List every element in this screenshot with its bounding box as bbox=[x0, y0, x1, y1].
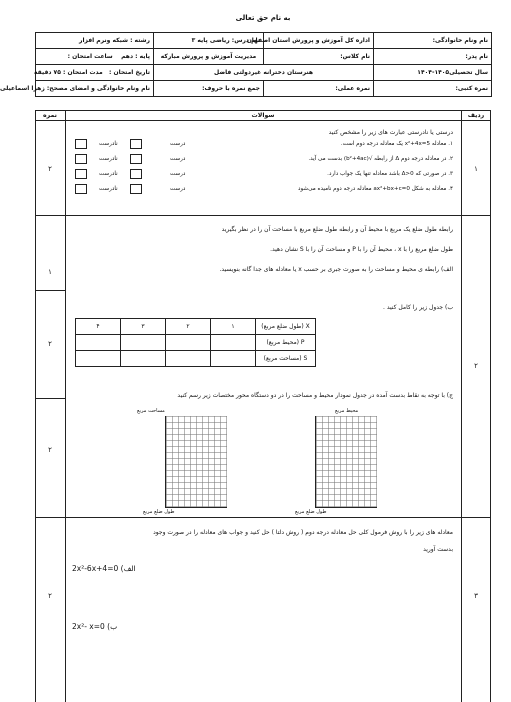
date-duration-field bbox=[36, 65, 154, 81]
table-header-x: X (طول ضلع مربع) bbox=[256, 319, 316, 335]
q2-score-b: ۲ bbox=[48, 340, 52, 348]
row-column-divider bbox=[461, 110, 462, 702]
plot2-y-label: مساحت مربع bbox=[137, 408, 165, 414]
col-header-score: نمره bbox=[43, 112, 57, 119]
score-oral-field[interactable]: نمره عملی: bbox=[264, 81, 374, 97]
q2-score-c: ۲ bbox=[48, 446, 52, 454]
table-row-s-label: S (مساحت مربع) bbox=[256, 351, 316, 367]
plot2-axes[interactable] bbox=[165, 416, 227, 508]
q3-line-2: بدست آورید bbox=[423, 546, 453, 553]
table-cell[interactable] bbox=[211, 351, 256, 367]
col-header-questions: سوالات bbox=[251, 112, 275, 119]
score-column-divider bbox=[65, 110, 66, 702]
q1-item-2: ۲. در معادله درجه دوم Δ از رابطه √(b²+4ac) بدست می آید. bbox=[308, 156, 453, 162]
q1-1-true-label: درست bbox=[170, 141, 186, 147]
grade-field bbox=[36, 49, 154, 65]
table-cell[interactable] bbox=[166, 351, 211, 367]
q1-item-1: ۱. معادله x²+4x=5 یک معادله درجه دوم است. bbox=[340, 141, 453, 147]
table-cell[interactable] bbox=[76, 351, 121, 367]
q1-4-false-box[interactable] bbox=[75, 184, 87, 194]
grade-label: پایه : دهم bbox=[121, 53, 150, 60]
q2-table bbox=[75, 318, 316, 367]
course-name: نام درس: ریاضی پایه ۳ bbox=[154, 33, 264, 49]
admin-name: مدیریت آموزش و پرورش مبارکه bbox=[154, 49, 264, 65]
q2-line-1: رابطه طول ضلع یک مربع با محیط آن و رابطه طول ضلع مربع با مساحت آن را در نظر بگیرید bbox=[221, 226, 453, 233]
q1-2-false-label: نادرست bbox=[99, 156, 118, 162]
q1-3-false-label: نادرست bbox=[99, 171, 118, 177]
q1-4-false-label: نادرست bbox=[99, 186, 118, 192]
plot1-y-label: محیط مربع bbox=[335, 408, 359, 414]
q1-1-true-box[interactable] bbox=[130, 139, 142, 149]
table-header-2: ۲ bbox=[166, 319, 211, 335]
exam-header-table bbox=[0, 32, 492, 97]
table-row-p-label: P (محیط مربع) bbox=[256, 335, 316, 351]
q1-1-false-box[interactable] bbox=[75, 139, 87, 149]
q1-3-true-box[interactable] bbox=[130, 169, 142, 179]
q1-1-false-label: نادرست bbox=[99, 141, 118, 147]
q3-equation-b: 2x²- x=0 (ب bbox=[72, 622, 118, 631]
q1-item-4: ۴. معادله به شکل ax²+bx+c=0 معادله درجه دوم نامیده می‌شود bbox=[298, 186, 453, 192]
q1-2-true-box[interactable] bbox=[130, 154, 142, 164]
score-written-field[interactable]: نمره کتبی: bbox=[374, 81, 492, 97]
table-cell[interactable] bbox=[211, 335, 256, 351]
field-name: رشته : شبکه ونرم افزار bbox=[36, 33, 154, 49]
student-name-field[interactable]: نام ونام خانوادگی: bbox=[374, 33, 492, 49]
q2-line-2: طول ضلع مربع را با x ، محیط آن را با P و مساحت آن را با S نشان دهید. bbox=[270, 246, 453, 253]
table-cell[interactable] bbox=[166, 335, 211, 351]
q2-divider bbox=[35, 517, 491, 518]
plot2-x-label: طول ضلع مربع bbox=[143, 509, 175, 515]
q2-row-number: ۲ bbox=[474, 362, 478, 370]
q2-score-divider-2 bbox=[35, 398, 65, 399]
table-header-1: ۱ bbox=[211, 319, 256, 335]
q3-equation-a: 2x²-6x+4=0 (الف bbox=[72, 564, 136, 573]
score-total-words-field[interactable]: جمع نمره با حروف: bbox=[154, 81, 264, 97]
q1-3-true-label: درست bbox=[170, 171, 186, 177]
table-cell[interactable] bbox=[76, 335, 121, 351]
exam-duration-label: مدت امتحان : ۷۵ دقیقه bbox=[34, 69, 103, 76]
table-cell[interactable] bbox=[121, 335, 166, 351]
q3-row-number: ۳ bbox=[474, 592, 478, 600]
questions-frame bbox=[35, 110, 491, 702]
q2-score-a: ۱ bbox=[48, 268, 52, 276]
exam-time-label: ساعت امتحان : bbox=[67, 53, 113, 60]
plot2-grid bbox=[166, 416, 227, 507]
plot1-x-label: طول ضلع مربع bbox=[295, 509, 327, 515]
column-header-divider bbox=[35, 120, 491, 121]
q1-divider bbox=[35, 215, 491, 216]
q1-intro: درستی یا نادرستی عبارت های زیر را مشخص کنید bbox=[328, 129, 453, 136]
teacher-signature-field: نام ونام خانوادگی و امضای مصحح: زهرا اسماعیلی bbox=[36, 81, 154, 97]
q1-3-false-box[interactable] bbox=[75, 169, 87, 179]
col-header-row: ردیف bbox=[467, 112, 485, 119]
q2-b-label: ب) جدول زیر را کامل کنید . bbox=[383, 304, 453, 311]
table-header-4: ۴ bbox=[76, 319, 121, 335]
class-name-field[interactable]: نام کلاس: bbox=[264, 49, 374, 65]
q1-score: ۲ bbox=[48, 165, 52, 173]
school-name: هنرستان دخترانه غیردولتی فاضل bbox=[154, 65, 374, 81]
q1-row-number: ۱ bbox=[474, 165, 478, 173]
q1-4-true-box[interactable] bbox=[130, 184, 142, 194]
q3-score: ۲ bbox=[48, 592, 52, 600]
q2-line-3: الف) رابطه ی محیط و مساحت را به صورت جبری بر حسب x یا معادله های جدا گانه بنویسید. bbox=[219, 266, 453, 273]
q3-line-1: معادله های زیر را با روش فرمول کلی حل معادله درجه دوم ( روش دلتا ) حل کنید و جواب های معادله را در صورت وجود bbox=[153, 529, 453, 536]
q1-2-false-box[interactable] bbox=[75, 154, 87, 164]
q2-c-label: ج) با توجه به نقاط بدست آمده در جدول نمودار محیط و مساحت را در دو دستگاه محور مختصات زیر رسم کنید bbox=[177, 392, 453, 399]
school-year: سال تحصیلی۱۴۰۵-۱۴۰۴ bbox=[374, 65, 492, 81]
plot1-axes[interactable] bbox=[315, 416, 377, 508]
q1-2-true-label: درست bbox=[170, 156, 186, 162]
q1-item-3: ۳. در صورتی که Δ>0 باشد معادله تنها یک جواب دارد. bbox=[327, 171, 453, 177]
father-name-field[interactable]: نام پدر: bbox=[374, 49, 492, 65]
bismillah-heading: به نام حق تعالی bbox=[235, 14, 291, 22]
q2-score-divider-1 bbox=[35, 290, 65, 291]
table-header-3: ۳ bbox=[121, 319, 166, 335]
table-cell[interactable] bbox=[121, 351, 166, 367]
org-name: اداره کل آموزش و پرورش استان اصفهان bbox=[264, 33, 374, 49]
plot1-grid bbox=[316, 416, 377, 507]
q1-4-true-label: درست bbox=[170, 186, 186, 192]
exam-date-label: تاریخ امتحان : bbox=[108, 69, 150, 76]
